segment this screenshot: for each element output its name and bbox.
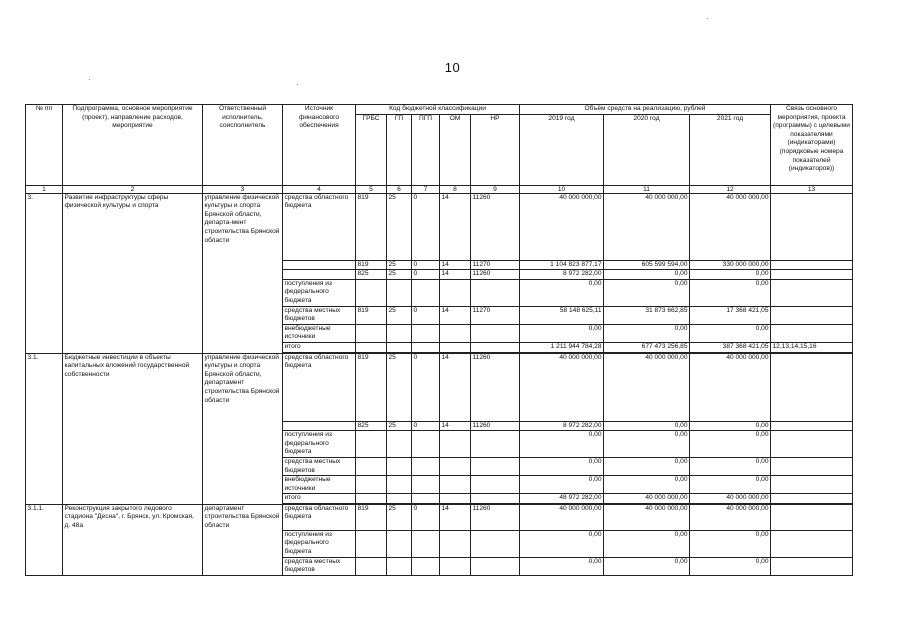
cell-2019: 40 000 000,00	[520, 504, 604, 530]
cell-2020: 0,00	[604, 530, 690, 557]
column-number: 11	[604, 185, 690, 193]
cell-gp: 25	[387, 306, 412, 324]
cell-2019: 8 972 282,00	[520, 421, 604, 431]
cell-2021: 0,00	[690, 421, 771, 431]
cell-link	[771, 530, 853, 557]
cell-2019: 0,00	[520, 457, 604, 475]
header-year-2020: 2020 год	[604, 114, 690, 185]
page-number: 10	[444, 60, 461, 75]
cell-pgp: 0	[412, 260, 440, 270]
cell-2020: 0,00	[604, 476, 690, 494]
cell-om: 14	[440, 353, 471, 421]
cell-2020: 0,00	[604, 457, 690, 475]
cell-2019: 0,00	[520, 324, 604, 342]
scan-speck	[297, 84, 298, 85]
cell-link	[771, 431, 853, 458]
cell-2020: 0,00	[604, 270, 690, 280]
column-number: 10	[520, 185, 604, 193]
table-row	[26, 504, 853, 530]
cell-nr: 11260	[471, 193, 520, 260]
column-number: 2	[63, 185, 203, 193]
cell-2019: 40 000 000,00	[520, 353, 604, 421]
cell-2020: 0,00	[604, 431, 690, 458]
source-extra: внебюджетные источники	[283, 324, 356, 342]
row-number: 3.1.1.	[26, 504, 63, 575]
source-local: средства местных бюджетов	[283, 557, 356, 575]
cell-2021: 0,00	[690, 431, 771, 458]
cell-2021: 330 000 000,00	[690, 260, 771, 270]
cell-2019: 8 972 282,00	[520, 270, 604, 280]
header-budget-code: Код бюджетной классификации	[356, 105, 520, 115]
cell-2019: 1 104 823 877,17	[520, 260, 604, 270]
cell-2021: 0,00	[690, 270, 771, 280]
cell-pgp: 0	[412, 504, 440, 530]
cell-link	[771, 279, 853, 306]
scan-speck	[707, 18, 708, 19]
cell-2021: 0,00	[690, 530, 771, 557]
cell-link	[771, 457, 853, 475]
source-regional: средства областного бюджета	[283, 193, 356, 260]
cell-link	[771, 270, 853, 280]
cell-2019: 0,00	[520, 476, 604, 494]
cell-nr: 11260	[471, 421, 520, 431]
cell-pgp: 0	[412, 353, 440, 421]
cell-2020: 40 000 000,00	[604, 353, 690, 421]
cell-2021: 40 000 000,00	[690, 504, 771, 530]
cell-nr: 11260	[471, 504, 520, 530]
total-2021: 40 000 000,00	[690, 494, 771, 504]
cell-link	[771, 557, 853, 575]
executor-name: департамент строительства Брянской области	[203, 504, 283, 575]
header-executor: Ответственный исполнитель, соисполнитель	[203, 105, 283, 186]
source-federal: поступления из федерального бюджета	[283, 279, 356, 306]
cell-2020: 31 873 662,85	[604, 306, 690, 324]
source-regional: средства областного бюджета	[283, 504, 356, 530]
source-extra: внебюджетные источники	[283, 476, 356, 494]
program-name: Бюджетные инвестиции в объекты капитальных вложений государственной собственности	[63, 353, 203, 504]
source-empty	[283, 260, 356, 270]
cell-2020: 40 000 000,00	[604, 504, 690, 530]
cell-link	[771, 324, 853, 342]
header-om: ОМ	[440, 114, 471, 185]
cell-om: 14	[440, 306, 471, 324]
cell-2021: 0,00	[690, 279, 771, 306]
header-volume: Объём средств на реализацию, рублей	[520, 105, 771, 115]
cell-om: 14	[440, 193, 471, 260]
cell-2019: 0,00	[520, 557, 604, 575]
source-regional: средства областного бюджета	[283, 353, 356, 421]
indicator-link: 12,13,14,15,16	[771, 342, 853, 352]
cell-grbs: 825	[356, 421, 387, 431]
table-row	[26, 193, 853, 260]
header-gp: ГП	[387, 114, 412, 185]
scan-speck	[89, 79, 90, 80]
column-number: 12	[690, 185, 771, 193]
source-local: средства местных бюджетов	[283, 306, 356, 324]
cell-link	[771, 353, 853, 421]
source-federal: поступления из федерального бюджета	[283, 530, 356, 557]
column-number: 9	[471, 185, 520, 193]
cell-om: 14	[440, 270, 471, 280]
total-2020: 40 000 000,00	[604, 494, 690, 504]
cell-grbs: 825	[356, 270, 387, 280]
cell-pgp: 0	[412, 270, 440, 280]
total-2019: 1 211 944 784,28	[520, 342, 604, 352]
cell-2020: 40 000 000,00	[604, 193, 690, 260]
cell-link	[771, 494, 853, 504]
header-grbs: ГРБС	[356, 114, 387, 185]
program-name: Развитие инфраструктуры сферы физической культуры и спорта	[63, 193, 203, 353]
cell-gp: 25	[387, 270, 412, 280]
cell-2020: 0,00	[604, 421, 690, 431]
cell-2019: 0,00	[520, 431, 604, 458]
cell-2019: 0,00	[520, 279, 604, 306]
cell-link	[771, 504, 853, 530]
total-2021: 387 368 421,05	[690, 342, 771, 352]
cell-grbs: 819	[356, 306, 387, 324]
budget-table	[25, 104, 853, 576]
column-number: 1	[26, 185, 63, 193]
cell-grbs: 819	[356, 193, 387, 260]
cell-2021: 0,00	[690, 557, 771, 575]
cell-om: 14	[440, 421, 471, 431]
header-link: Связь основного мероприятия, проекта (программы) с целевыми показателями (индикаторами) (порядковые номера показателей (индикаторов))	[771, 105, 853, 186]
cell-pgp: 0	[412, 421, 440, 431]
cell-gp: 25	[387, 504, 412, 530]
column-number: 4	[283, 185, 356, 193]
column-numbers-row	[26, 185, 853, 193]
cell-link	[771, 476, 853, 494]
header-source: Источник финансового обеспечения	[283, 105, 356, 186]
program-name: Реконструкция закрытого ледового стадиона "Десна", г. Брянск, ул. Кромская, д. 48а	[63, 504, 203, 575]
cell-grbs: 819	[356, 504, 387, 530]
cell-link	[771, 306, 853, 324]
column-number: 3	[203, 185, 283, 193]
cell-link	[771, 421, 853, 431]
cell-2019: 40 000 000,00	[520, 193, 604, 260]
source-federal: поступления из федерального бюджета	[283, 431, 356, 458]
cell-om: 14	[440, 504, 471, 530]
cell-link	[771, 193, 853, 260]
cell-grbs: 819	[356, 260, 387, 270]
column-number: 7	[412, 185, 440, 193]
header-pgp: ПГП	[412, 114, 440, 185]
cell-2020: 605 599 594,00	[604, 260, 690, 270]
source-empty	[283, 270, 356, 280]
cell-nr: 11270	[471, 260, 520, 270]
cell-2021: 17 368 421,05	[690, 306, 771, 324]
header-year-2021: 2021 год	[690, 114, 771, 185]
cell-pgp: 0	[412, 306, 440, 324]
executor-name: управление физической культуры и спорта Брянской области, департа-мент строительства Брянской области	[203, 193, 283, 353]
cell-gp: 25	[387, 260, 412, 270]
cell-grbs: 819	[356, 353, 387, 421]
cell-2020: 0,00	[604, 324, 690, 342]
column-number: 13	[771, 185, 853, 193]
row-number: 3.1.	[26, 353, 63, 504]
cell-2021: 40 000 000,00	[690, 353, 771, 421]
cell-pgp: 0	[412, 193, 440, 260]
source-total: итого	[283, 494, 356, 504]
cell-link	[771, 260, 853, 270]
header-year-2019: 2019 год	[520, 114, 604, 185]
column-number: 6	[387, 185, 412, 193]
source-local: средства местных бюджетов	[283, 457, 356, 475]
executor-name: управление физической культуры и спорта Брянской области, департамент строительства Брянской области	[203, 353, 283, 504]
source-total: итого	[283, 342, 356, 352]
cell-2021: 0,00	[690, 476, 771, 494]
header-nr: НР	[471, 114, 520, 185]
header-number: № пп	[26, 105, 63, 186]
table-row	[26, 353, 853, 421]
cell-2019: 58 148 625,11	[520, 306, 604, 324]
cell-2021: 40 000 000,00	[690, 193, 771, 260]
total-2019: 48 972 282,00	[520, 494, 604, 504]
cell-2020: 0,00	[604, 279, 690, 306]
source-empty	[283, 421, 356, 431]
cell-gp: 25	[387, 353, 412, 421]
cell-nr: 11270	[471, 306, 520, 324]
cell-om: 14	[440, 260, 471, 270]
column-number: 8	[440, 185, 471, 193]
cell-gp: 25	[387, 193, 412, 260]
column-number: 5	[356, 185, 387, 193]
cell-2021: 0,00	[690, 324, 771, 342]
cell-2019: 0,00	[520, 530, 604, 557]
total-2020: 677 473 256,85	[604, 342, 690, 352]
cell-2020: 0,00	[604, 557, 690, 575]
header-program: Подпрограмма, основное мероприятие (проект), направление расходов, мероприятие	[63, 105, 203, 186]
row-number: 3.	[26, 193, 63, 353]
cell-nr: 11260	[471, 270, 520, 280]
cell-2021: 0,00	[690, 457, 771, 475]
cell-gp: 25	[387, 421, 412, 431]
cell-nr: 11260	[471, 353, 520, 421]
